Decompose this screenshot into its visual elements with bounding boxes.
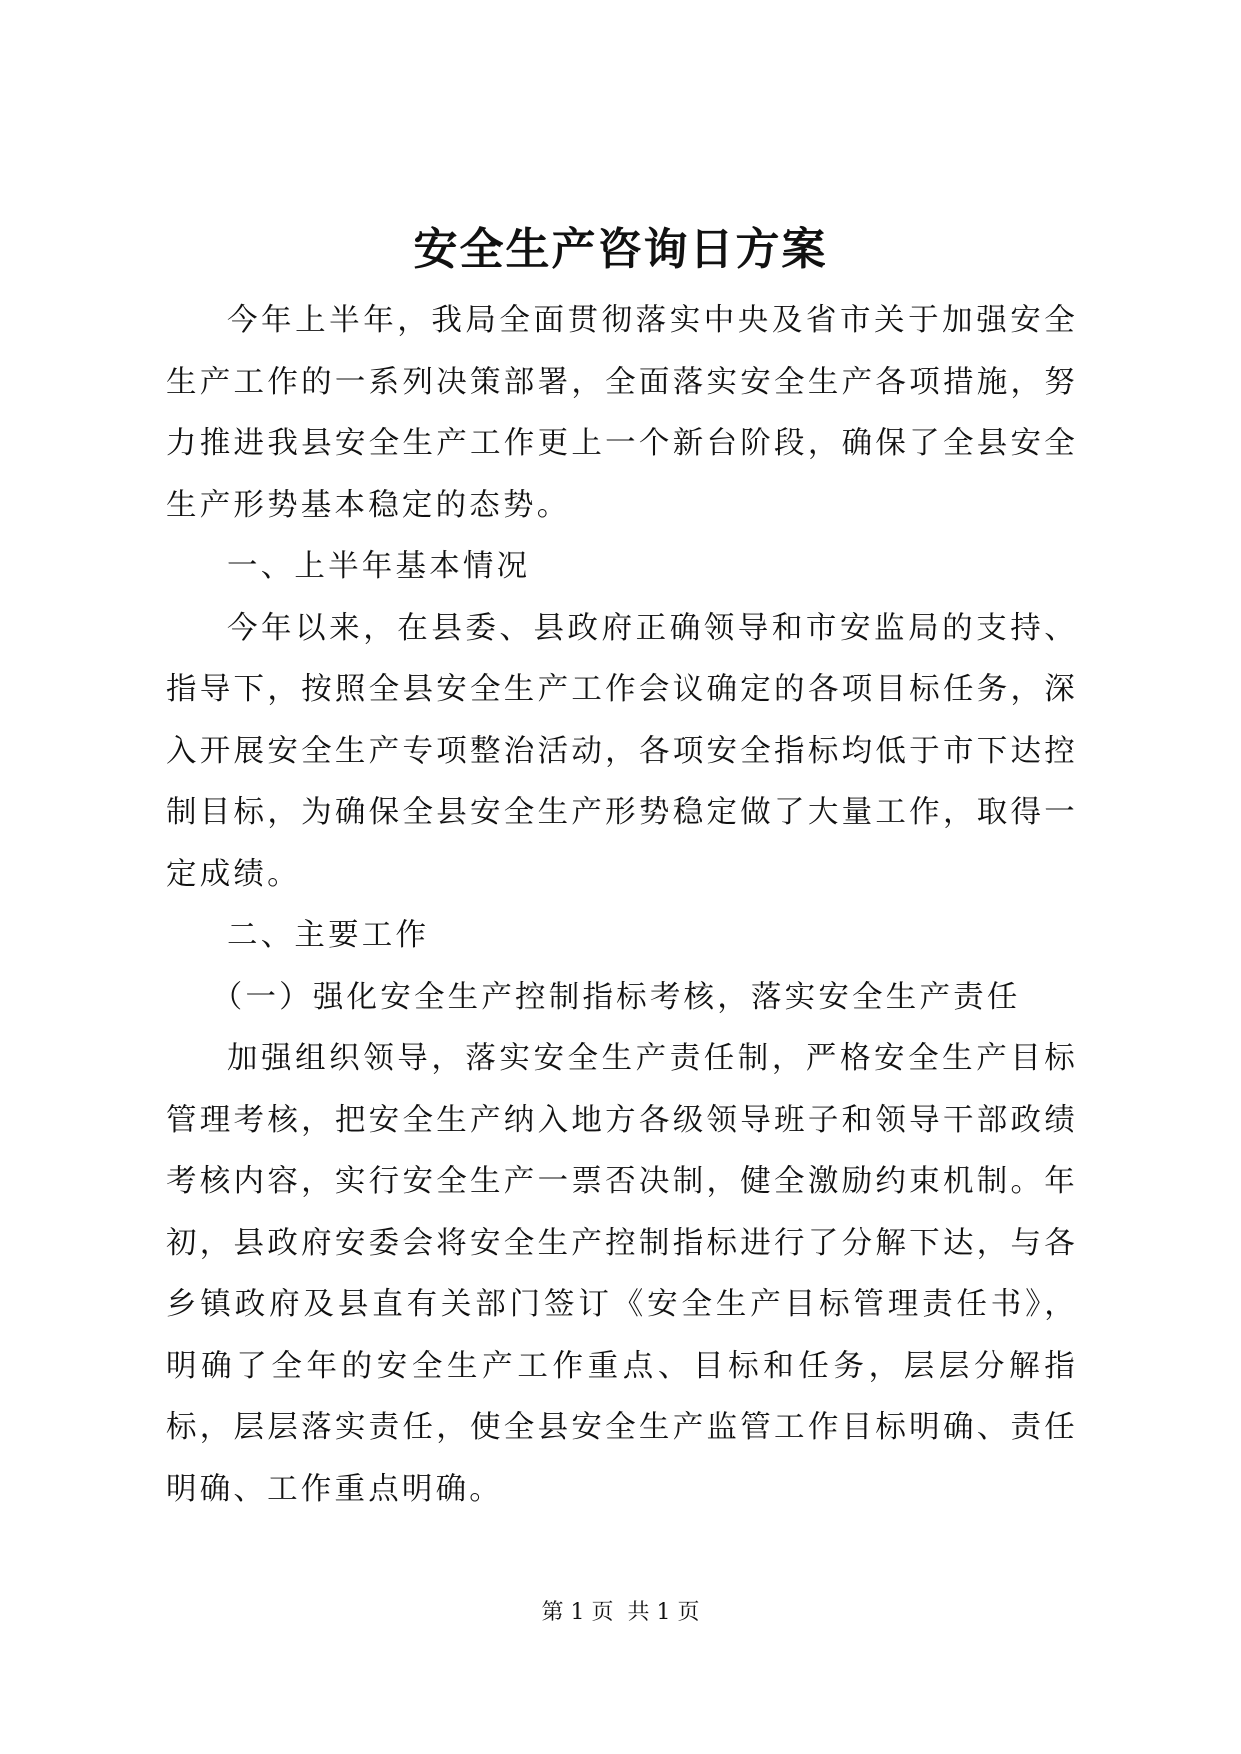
page-number: 第 1 页 [541, 1600, 614, 1625]
subsection-heading-1: （一）强化安全生产控制指标考核，落实安全生产责任 [211, 979, 1021, 1015]
document-title: 安全生产咨询日方案 [413, 224, 828, 275]
intro-paragraph: 今年上半年，我局全面贯彻落实中央及省市关于加强安全生产工作的一系列决策部署，全面落实安全生产各项措施，努力推进我县安全生产工作更上一个新台阶段，确保了全县安全生产形势基本稳定的态势。 [166, 303, 1078, 523]
section-1-paragraph: 今年以来，在县委、县政府正确领导和市安监局的支持、指导下，按照全县安全生产工作会议确定的各项目标任务，深入开展安全生产专项整治活动，各项安全指标均低于市下达控制目标，为确保全县安全生产形势稳定做了大量工作，取得一定成绩。 [166, 610, 1078, 892]
subsection-1-paragraph: 加强组织领导，落实安全生产责任制，严格安全生产目标管理考核，把安全生产纳入地方各级领导班子和领导干部政绩考核内容，实行安全生产一票否决制，健全激励约束机制。年初，县政府安委会将安全生产控制指标进行了分解下达，与各乡镇政府及县直有关部门签订《安全生产目标管理责任书》，明确了全年的安全生产工作重点、目标和任务，层层分解指标，层层落实责任，使全县安全生产监管工作目标明确、责任明确、工作重点明确。 [166, 1041, 1078, 1507]
page-total: 共 1 页 [627, 1600, 700, 1625]
section-heading-2: 二、主要工作 [227, 918, 430, 953]
page-footer [0, 1598, 1241, 1628]
section-heading-1: 一、上半年基本情况 [227, 549, 531, 584]
document-body [166, 290, 1078, 1520]
